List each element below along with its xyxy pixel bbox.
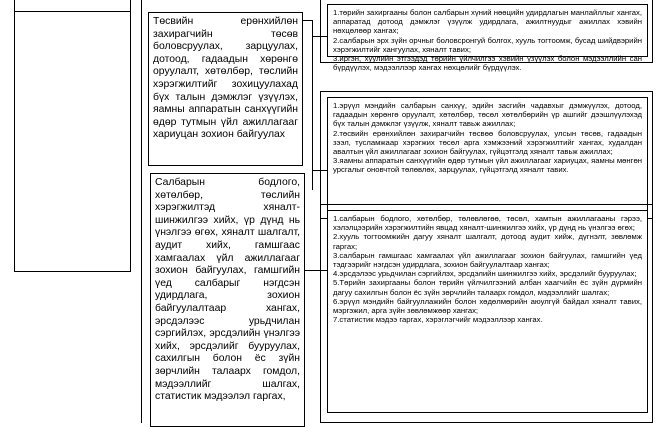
duty-3-6: 6.эрүүл мэндийн байгууллажийн болон хөдөлмөрийн аюулгүй байдал хяналт тавих, мэргэжил, арга зүйн зөвлөмжөөр хангах; [333,296,642,316]
duty-3-5: 5.Төрийн захиргааны болон төрийн үйлчилгээний албан хаагчийн ёс зүйн дүрмийн дагуу сахилгын болон ёс зүйн зөрчлийн талаарх гомдол, мэдээллийг шалгах; [333,278,642,297]
connector-mid1-right [302,20,312,21]
duty-2-2: 2.төсвийн ерөнхийлөн захирагчийн төсвөө боловсруулах, улсын төсөв, гадаадын зээл, тусламжаар хэрэгжих төсөл арга хэмжээний хэрэгжилтийг хангах, худалдан авалтын үйл ажиллагааг зохион байгуулах, гүйцэтгэлд хяналт тавьж ажиллах; [333,128,642,157]
duty-2-1: 1.эрүүл мэндийн салбарын санхүү, эдийн засгийн чадавхыг дэмжүүлэх, дотоод, гадаадын хөрөнгө оруулалт, хөтөлбөр, төсөл хөтөлбөрийн үр ашгийг дээшлүүлэхэд бүх талын дэмжлэг үзүүлж, хяналт тавьж ажиллах; [333,101,642,129]
function-text-finance: Төсвийн ерөнхийлөн захирагчийн төсөв боловсруулах, зарцуулах, дотоод, гадаадын хөрөнгө оруулалт, хөтөлбөр, төслийн хэрэгжилтийг зохицуулахад бүх талын дэмжлэг үзүүлэх, яамны аппаратын санхүүгийн өдөр тутмын үйл ажиллагааг хариуцан зохион байгуулах [153,16,298,141]
duty-3-7: 7.статистик мэдээ гаргах, хэрэглэгчийг мэдээллээр хангах. [333,315,543,325]
connector-left-vertical [141,0,142,423]
duties-box-3 [327,210,648,413]
duty-1-3: 3.иргэн, хуулийн этгээдэд төрийн үйлчилгээ хэвийн үзүүлэх болон мэдээллийн сан бүрдүүлэх, мэдээллээр хангах нөхцөлийг бүрдүүлэх. [333,54,642,73]
duties-box-2 [327,97,648,214]
duty-3-1: 1.салбарын бодлого, хөтөлбөр, төлөвлөгөө, төсөл, хамтын ажиллагааны гэрээ, хэлэлцээрийн хэрэгжилтийн явцад хяналт-шинжилгээ хийх, үр дүнд нь үнэлгээ өгөх; [333,214,642,233]
connector-right-vertical1 [312,20,313,190]
duty-3-3: 3.салбарын гамшгаас хамгаалах үйл ажиллагааг зохион байгуулах, гамшгийн үед тэдгээрийг нэгдсэн удирдлага, зохион байгуулалтаар хангах; [333,250,642,270]
duty-2-3: 3.яамны аппаратын санхүүгийн өдөр тутмын үйл ажиллагааг хариуцах, яамны мөнгөн урсгалыг оновчтой төлөвлөх, зарцуулах, гүйцэтгэлд хяналт тавих. [333,156,642,175]
duty-3-4: 4.эрсдэлээс урьдчилан сэргийлэх, эрсдэлийн шинжилгээ хийх, эрсдэлийг бууруулах; [333,269,637,279]
duty-1-2: 2.салбарын эрх зүйн орчныг боловсронгуй болгох, хууль тогтоомж, бусад шийдвэрийн хэрэгжилтийг хангуулах, хяналт тавих; [333,35,642,54]
duty-1-1: 1.төрийн захиргааны болон салбарын хүний нөөцийн удирдлагын манлайллыг хангах, аппаратад дотоод дэмжлэг үзүүлж удирдлага, ажилтнуудыг ажиллах хэвийн нөхцөлөөр хангах; [333,8,642,36]
function-text-monitoring: Салбарын бодлого, хөтөлбөр, төслийн хэрэгжилтэд хяналт-шинжилгээ хийх, үр дүнд нь үнэлгээ өгөх, хяналт шалгалт, аудит хийх, гамшгаас хамгаалах үйл ажиллагааг зохион байгуулах, гамшгийн үед салбарыг нэгдсэн удирдлага, зохион байгуулалтаар хангах, эрсдэлээс урьдчилан сэргийлэх, эрсдэлийн үнэлгээ хийх, эрсдэлийг бууруулах, сахилгын болон ёс зүйн зөрчлийн талаарх гомдол, мэдээллийг шалгах, статистик мэдээлэл гаргах, [155,177,300,403]
left-inner-box [14,0,131,12]
function-box-monitoring [150,173,305,427]
left-frame [14,0,131,272]
duty-3-2: 2.хууль тогтоомжийн дагуу хяналт шалгалт, дотоод аудит хийж, дүгнэлт, зөвлөмж гаргах; [333,232,642,251]
function-box-finance [148,12,303,166]
duties-box-1 [327,4,648,73]
